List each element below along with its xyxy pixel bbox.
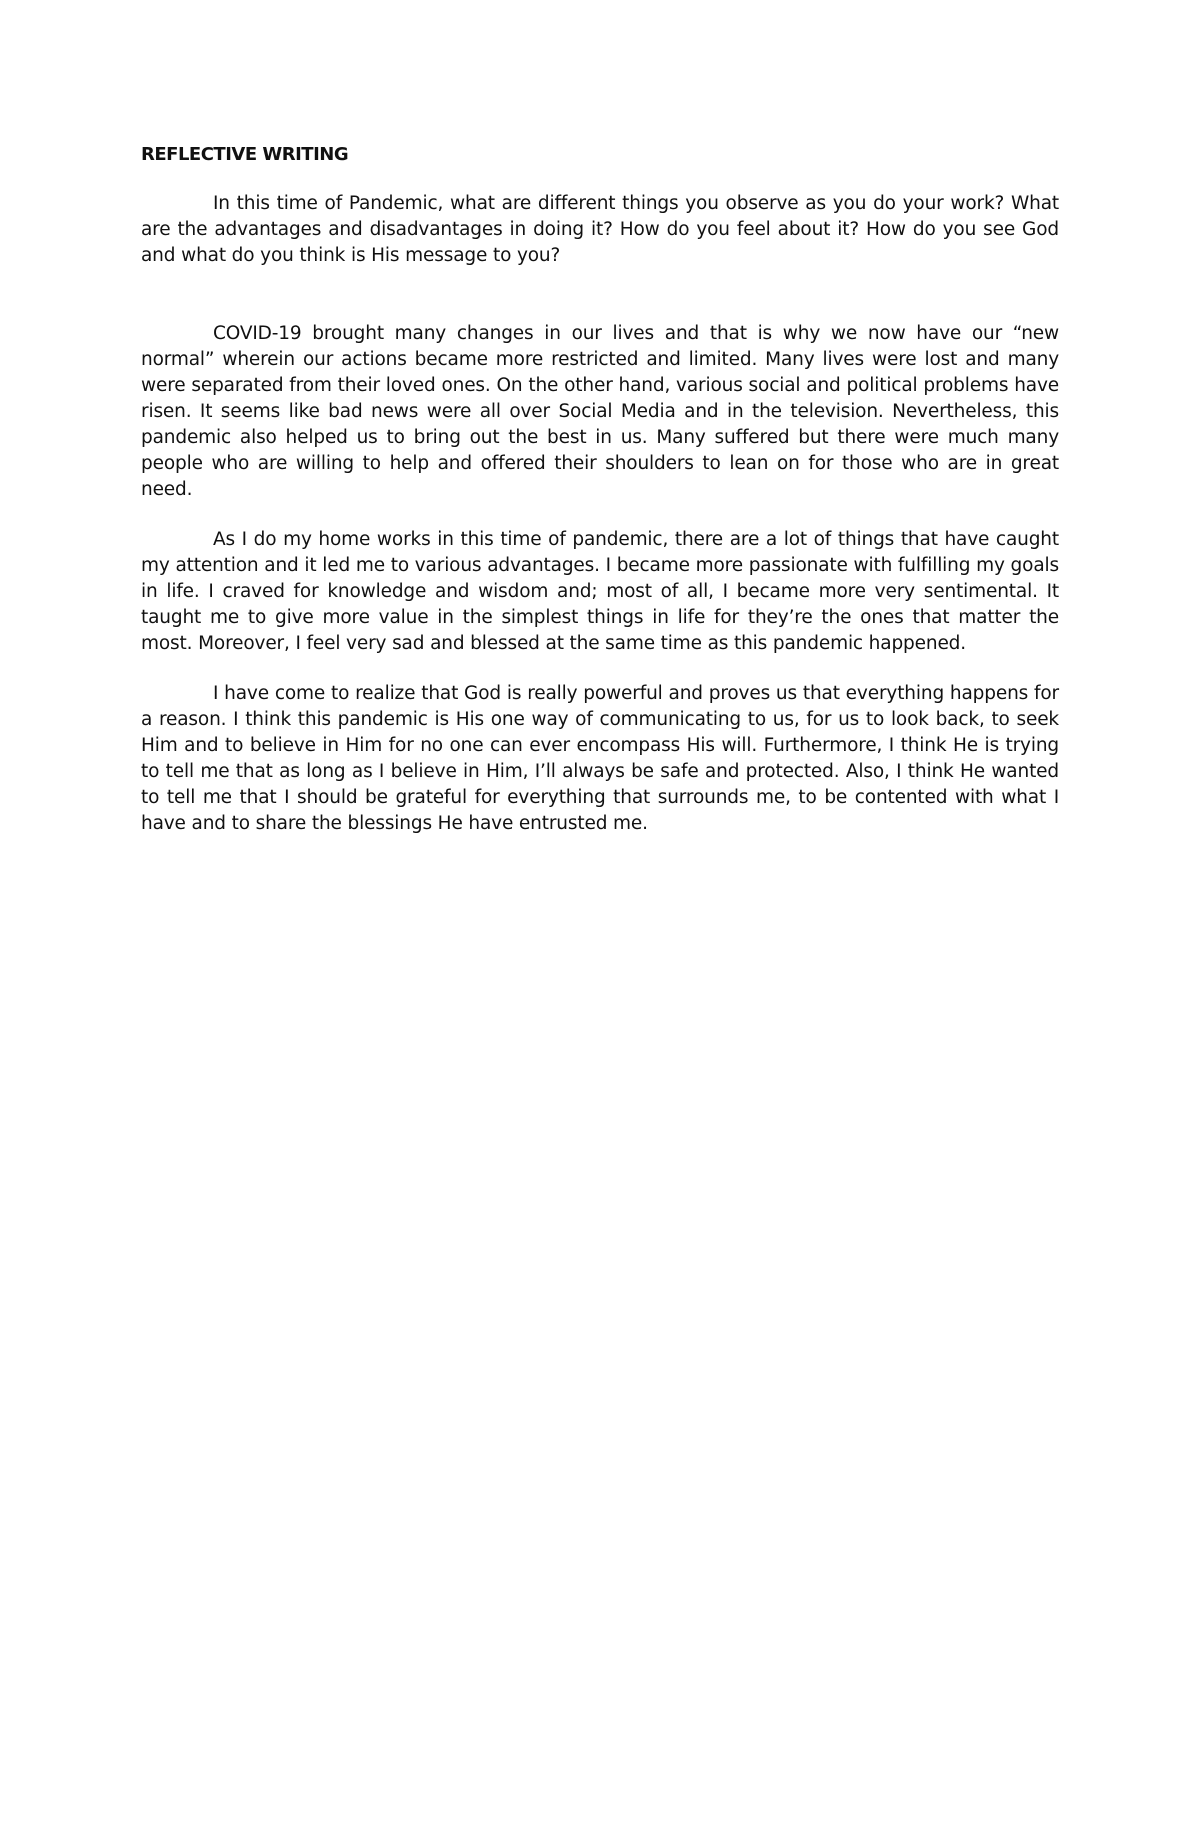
body-paragraph-1: COVID-19 brought many changes in our lives and that is why we now have our “new normal” wherein our actions became more restricted and limited. Many lives were lost and many were separated from their loved ones. On the other hand, various social and political problems have risen. It seems like bad news were all over Social Media and in the television. Nevertheless, this pandemic also helped us to bring out the best in us. Many suffered but there were much many people who are willing to help and offered their shoulders to lean on for those who are in great need. (141, 323, 1059, 500)
document-body (141, 143, 1059, 837)
document-title: REFLECTIVE WRITING (141, 144, 349, 165)
prompt-paragraph: In this time of Pandemic, what are different things you observe as you do your work? What are the advantages and disadvantages in doing it? How do you feel about it? How do you see God and what do you think is His message to you? (141, 193, 1059, 266)
body-paragraph-3: I have come to realize that God is really powerful and proves us that everything happens for a reason. I think this pandemic is His one way of communicating to us, for us to look back, to seek Him and to believe in Him for no one can ever encompass His will. Furthermore, I think He is trying to tell me that as long as I believe in Him, I’ll always be safe and protected. Also, I think He wanted to tell me that I should be grateful for everything that surrounds me, to be contented with what I have and to share the blessings He have entrusted me. (141, 683, 1059, 834)
body-paragraph-2: As I do my home works in this time of pandemic, there are a lot of things that have caught my attention and it led me to various advantages. I became more passionate with fulfilling my goals in life. I craved for knowledge and wisdom and; most of all, I became more very sentimental. It taught me to give more value in the simplest things in life for they’re the ones that matter the most. Moreover, I feel very sad and blessed at the same time as this pandemic happened. (141, 529, 1059, 654)
